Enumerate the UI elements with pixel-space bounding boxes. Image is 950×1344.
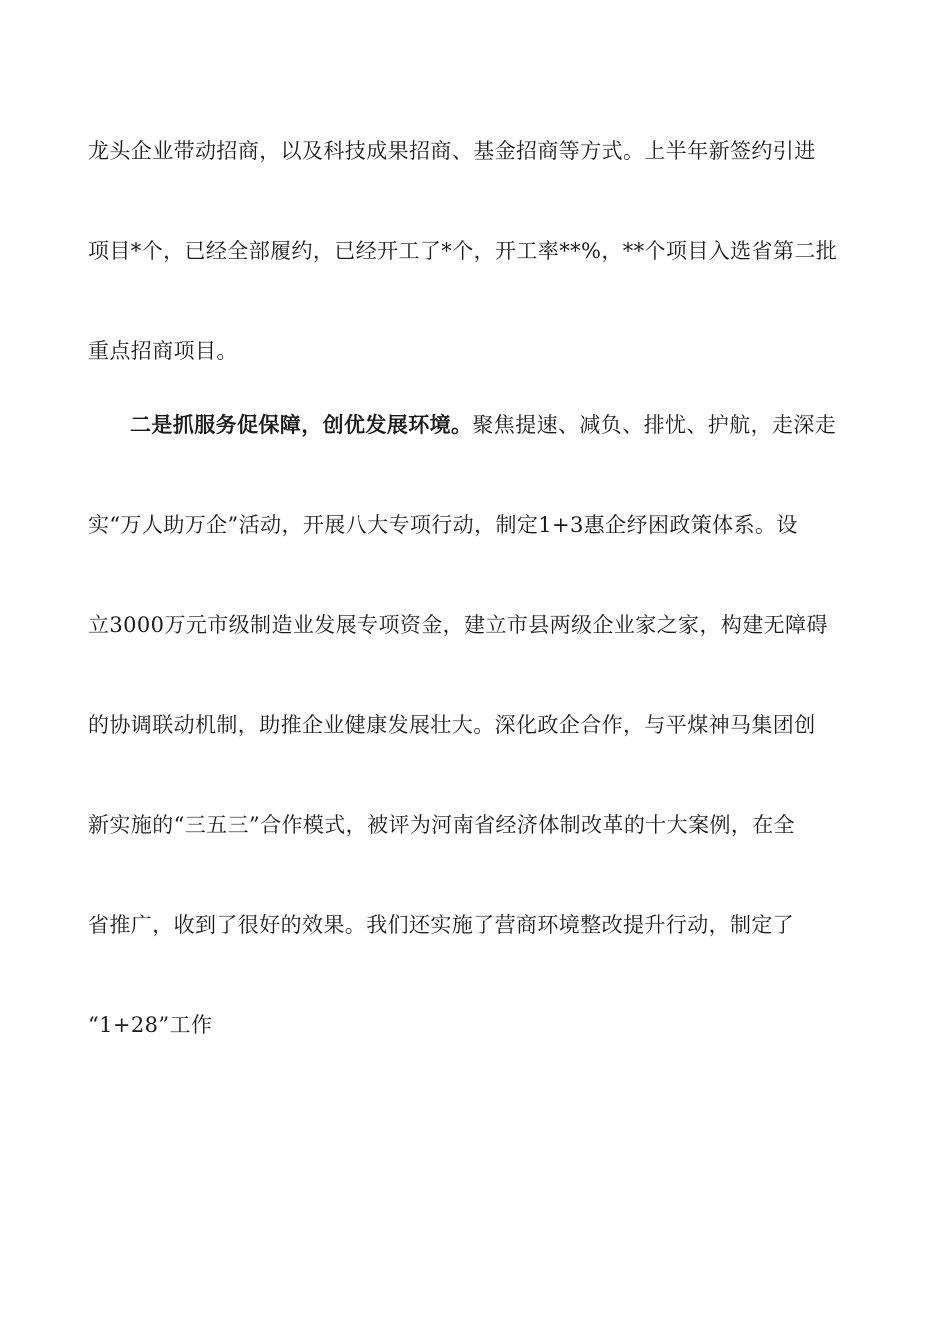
paragraph2-line6: 省推广，收到了很好的效果。我们还实施了营商环境整改提升行动，制定了 — [88, 913, 795, 937]
paragraph2-line2: 实“万人助万企”活动，开展八大专项行动，制定1+3惠企纾困政策体系。设 — [88, 513, 798, 537]
paragraph2-line5: 新实施的“三五三”合作模式，被评为河南省经济体制改革的十大案例，在全 — [88, 813, 796, 837]
paragraph2-heading: 二是抓服务促保障，创优发展环境。 — [130, 412, 473, 437]
paragraph2-line1-text: 聚焦提速、减负、排忧、护航，走深走 — [472, 413, 837, 437]
paragraph2-line4: 的协调联动机制，助推企业健康发展壮大。深化政企合作，与平煤神马集团创 — [88, 713, 816, 737]
paragraph2-line7: “1+28”工作 — [88, 1013, 213, 1037]
paragraph1-line3: 重点招商项目。 — [88, 339, 238, 363]
paragraph1-line2: 项目*个，已经全部履约，已经开工了*个，开工率**%，**个项目入选省第二批 — [88, 239, 838, 263]
paragraph2-line1 — [130, 410, 870, 440]
paragraph1-line1: 龙头企业带动招商，以及科技成果招商、基金招商等方式。上半年新签约引进 — [88, 139, 816, 163]
paragraph2-line3: 立3000万元市级制造业发展专项资金，建立市县两级企业家之家，构建无障碍 — [88, 613, 828, 637]
